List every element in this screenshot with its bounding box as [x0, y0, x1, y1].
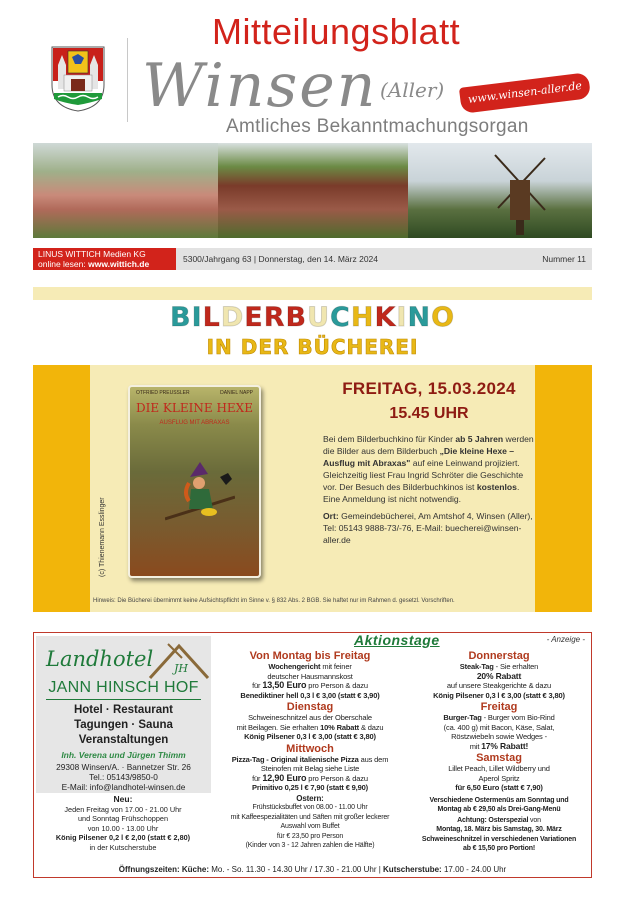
hotel-advertisement: [33, 632, 592, 878]
book-title: DIE KLEINE HEXE: [136, 401, 253, 415]
offer-text: - Burger vom Bio-Rind: [481, 713, 555, 722]
offer-discount: 20% Rabatt: [476, 670, 522, 681]
description-run: ab 5 Jahren: [455, 434, 504, 444]
poster-hint: Hinweis: Die Bücherei übernimmt keine Aufsichtspflicht im Sinne v. § 832 Abs. 2 BGB. Sie haftet nur im Rahmen d. gesetzl. Vorschriften.: [93, 598, 455, 604]
event-time: 15.45 UHR: [389, 405, 469, 422]
offer-text: Lillet Peach, Lillet Wildberry und: [448, 764, 550, 773]
offer-text: & dazu: [359, 722, 384, 732]
offer-text: Auswahl vom Buffet: [280, 823, 340, 830]
service-line: Veranstaltungen: [78, 734, 169, 746]
offer-text: für: [252, 773, 263, 783]
offer-text: (Kinder von 3 - 12 Jahren zahlen die Hälfte): [245, 842, 375, 849]
photo-manor-house: [33, 143, 218, 238]
headline-letter: N: [407, 302, 432, 333]
offer-drink: für 6,50 Euro (statt € 7,90): [455, 783, 543, 792]
event-description: [323, 433, 535, 505]
headline-letter: I: [191, 302, 203, 333]
offer-friday: [410, 701, 588, 751]
offer-drink: Primitivo 0,25 l € 7,90 (statt € 9,90): [251, 783, 369, 792]
offer-text: mit Beilagen. Sie erhalten: [236, 722, 321, 732]
headline-letter: B: [169, 302, 192, 333]
offer-title: Achtung: Osterspezial: [457, 816, 529, 824]
offer-text: Aperol Spritz: [478, 773, 520, 783]
headline-letter: R: [263, 302, 286, 333]
offer-title: Donnerstag: [468, 650, 530, 662]
opening-hours: [34, 865, 591, 874]
description-run: Bei dem Bilderbuchkino für Kinder: [323, 434, 456, 444]
hotel-name-rule: [46, 699, 201, 700]
offer-mon-fri: [212, 650, 408, 700]
description-run: werden die Bilder aus dem Bilderbuch: [323, 434, 534, 456]
windmill-icon: [490, 150, 550, 235]
hotel-email: E-Mail: info@landhotel-winsen.de: [61, 782, 186, 792]
offer-text: Wochengericht: [268, 662, 321, 671]
new-offer-line: von 10.00 - 13.00 Uhr: [87, 823, 159, 833]
offer-text: Verschiedene Ostermenüs am Sonntag und: [429, 796, 569, 804]
offer-text: für € 23,50 pro Person: [276, 832, 344, 840]
headline-letter: L: [202, 302, 221, 333]
headline-letter: K: [374, 302, 397, 333]
headline-letter: B: [285, 302, 308, 333]
new-offer-line: Jeden Freitag von 17.00 - 21.00 Uhr: [64, 804, 182, 814]
header-divider: [127, 38, 128, 122]
offer-text: Montag ab € 29,50 als Drei-Gang-Menü: [437, 806, 561, 813]
description-run: kostenlos: [476, 482, 517, 492]
new-offer-place: in der Kutscherstube: [89, 842, 157, 852]
aktionstage-heading: Aktionstage: [354, 632, 440, 648]
poster-details: [323, 379, 535, 546]
hotel-info-box: [36, 636, 211, 793]
offer-text: Steak-Tag: [459, 662, 494, 671]
easter-menus: [410, 796, 588, 815]
offer-text: Frühstücksbuffet von 08.00 - 11.00 Uhr: [252, 804, 368, 811]
headline-letter: D: [220, 302, 245, 333]
witch-on-broom-icon: [165, 457, 235, 537]
offer-discount: 17% Rabatt!: [481, 740, 529, 751]
offer-text: von: [528, 816, 541, 824]
book-author: OTFRIED PREUSSLER: [136, 390, 190, 396]
offer-drink: König Pilsener 0,3 l € 3,00 (statt € 3,80): [433, 690, 565, 700]
hotel-address: 29308 Winsen/A. · Bannetzer Str. 26: [56, 762, 191, 772]
online-url-link[interactable]: www.wittich.de: [88, 259, 150, 269]
kutscherstube-hours: 17.00 - 24.00 Uhr: [441, 865, 507, 874]
bilderbuchkino-poster: [33, 287, 592, 612]
offer-title: Samstag: [476, 752, 522, 764]
edition-info: 5300/Jahrgang 63 | Donnerstag, den 14. März 2024: [183, 254, 379, 264]
offer-text: deutscher Hausmannskost: [267, 671, 353, 681]
headline-letter: E: [244, 302, 264, 333]
offer-discount: 10% Rabatt: [320, 722, 360, 732]
offer-text: pro Person & dazu: [306, 773, 368, 783]
new-offer-line: und Sonntag Frühschoppen: [77, 814, 169, 824]
offer-text: aus dem: [358, 754, 389, 764]
masthead-title: Mitteilungsblatt: [212, 11, 461, 52]
headline-letter: I: [396, 302, 408, 333]
offer-text: - Sie erhalten: [493, 662, 539, 671]
service-line: Tagungen · Sauna: [74, 719, 173, 731]
hours-label: Öffnungszeiten: Küche:: [118, 865, 209, 874]
offer-title: Dienstag: [286, 701, 334, 713]
offer-text: pro Person & dazu: [306, 681, 368, 690]
masthead-town-suffix: (Aller): [380, 78, 445, 102]
headline-letter: H: [350, 302, 375, 333]
easter-special: [410, 816, 588, 854]
offer-wednesday: [212, 743, 408, 793]
hotel-phone: Tel.: 05143/9850-0: [89, 772, 158, 782]
offer-text: Schweineschnitzel aus der Oberschale: [248, 713, 372, 722]
offer-text: Röstzwiebeln sowie Wedges -: [451, 732, 547, 741]
hotel-owners: Inh. Verena und Jürgen Thimm: [61, 750, 186, 760]
offer-price: 12,90 Euro: [262, 772, 307, 783]
offers-right-column: [410, 650, 588, 855]
roof-monogram-icon: [148, 640, 210, 680]
advertisement-label: - Anzeige -: [546, 635, 585, 644]
online-label: online lesen:: [38, 259, 86, 269]
offers-middle-column: [212, 650, 408, 852]
masthead-subtitle: Amtliches Bekanntmachungsorgan: [226, 116, 529, 137]
poster-subheadline: IN DER BÜCHEREI: [206, 335, 419, 359]
book-subtitle: AUSFLUG MIT ABRAXAS: [159, 420, 230, 426]
location-text: Gemeindebücherei, Am Amtshof 4, Winsen (Aller), Tel: 05143 9888-73/-76, E-Mail: buecherei@winsen-aller.de: [323, 511, 533, 545]
issue-number: Nummer 11: [542, 254, 586, 264]
photo-timber-house: [218, 143, 408, 238]
kutscherstube-label: Kutscherstube:: [383, 865, 442, 874]
offer-text: mit Kaffeespezialitäten und Säften mit großer leckerer: [230, 813, 390, 821]
kitchen-hours: Mo. - So. 11.30 - 14.30 Uhr / 17.30 - 21.00 Uhr |: [209, 865, 384, 874]
service-line: Hotel · Restaurant: [73, 704, 174, 716]
headline-letter: O: [431, 302, 456, 333]
offer-text: ab € 15,50 pro Portion!: [462, 845, 535, 852]
masthead-town: Winsen: [142, 51, 378, 121]
monogram: JH: [174, 662, 189, 675]
website-link[interactable]: www.winsen-aller.de: [459, 72, 591, 114]
offer-text: Burger-Tag: [443, 713, 482, 722]
headline-letter: U: [307, 302, 331, 333]
description-run: „Die kleine Hexe – Ausflug mit Abraxas": [323, 446, 515, 468]
offer-title: Mittwoch: [286, 742, 334, 755]
location-label: Ort:: [323, 511, 339, 521]
offer-text: Montag, 18. März bis Samstag, 30. März: [436, 826, 562, 833]
book-illustrator: DANIEL NAPP: [220, 390, 253, 396]
offer-text: mit: [469, 741, 482, 751]
offer-text: Schweineschnitzel in verschiedenen Variationen: [421, 835, 577, 843]
hotel-script-logo: Landhotel: [46, 647, 154, 671]
offer-text: Steinofen mit Belag siehe Liste: [260, 764, 360, 773]
offer-tuesday: [212, 701, 408, 742]
offer-title: Ostern:: [296, 793, 324, 803]
publisher-name: LINUS WITTICH Medien KG: [38, 249, 146, 259]
offer-text: (ca. 400 g) mit Bacon, Käse, Salat,: [443, 722, 555, 732]
issue-bar: [176, 248, 592, 270]
new-offer-title: Neu:: [113, 794, 133, 804]
new-offer-price: König Pilsener 0,2 l € 2,00 (statt € 2,80): [55, 833, 191, 843]
offer-saturday: [410, 752, 588, 793]
book-cover-image: [128, 385, 261, 578]
new-offer-section: [34, 795, 212, 853]
description-run: auf eine Leinwand projiziert. Gleichzeitig liest Frau Ingrid Schröter die Geschichte vor. Der Besuch des Bilderbuchkinos ist: [323, 458, 524, 492]
coat-of-arms-logo: [50, 45, 106, 113]
offer-text: Pizza-Tag - Original italienische Pizza: [231, 754, 359, 764]
offer-text: auf unsere Steakgerichte & dazu: [446, 681, 552, 690]
offer-title: Von Montag bis Freitag: [249, 650, 371, 662]
headline-letter: C: [330, 302, 351, 333]
poster-headline: [33, 304, 592, 331]
offer-thursday: [410, 650, 588, 700]
hotel-contact: [36, 762, 211, 792]
event-location: [323, 510, 535, 546]
hotel-services: [36, 703, 211, 748]
hotel-name: JANN HINSCH HOF: [48, 679, 199, 696]
event-date: FREITAG, 15.03.2024: [342, 379, 516, 398]
offer-text: mit feiner: [320, 662, 352, 671]
offer-drink: Benediktiner hell 0,3 l € 3,00 (statt € 3,90): [240, 690, 380, 700]
description-run: . Eine Anmeldung ist nicht notwendig.: [323, 482, 520, 504]
book-credit: (c) Thienemann Esslinger: [99, 497, 106, 577]
offer-text: für: [252, 681, 263, 690]
offer-title: Freitag: [480, 701, 518, 713]
offer-easter: [212, 794, 408, 851]
offer-drink: König Pilsener 0,3 l € 3,00 (statt € 3,80): [244, 732, 376, 741]
offer-price: 13,50 Euro: [262, 680, 307, 690]
publisher-box: [33, 248, 176, 270]
